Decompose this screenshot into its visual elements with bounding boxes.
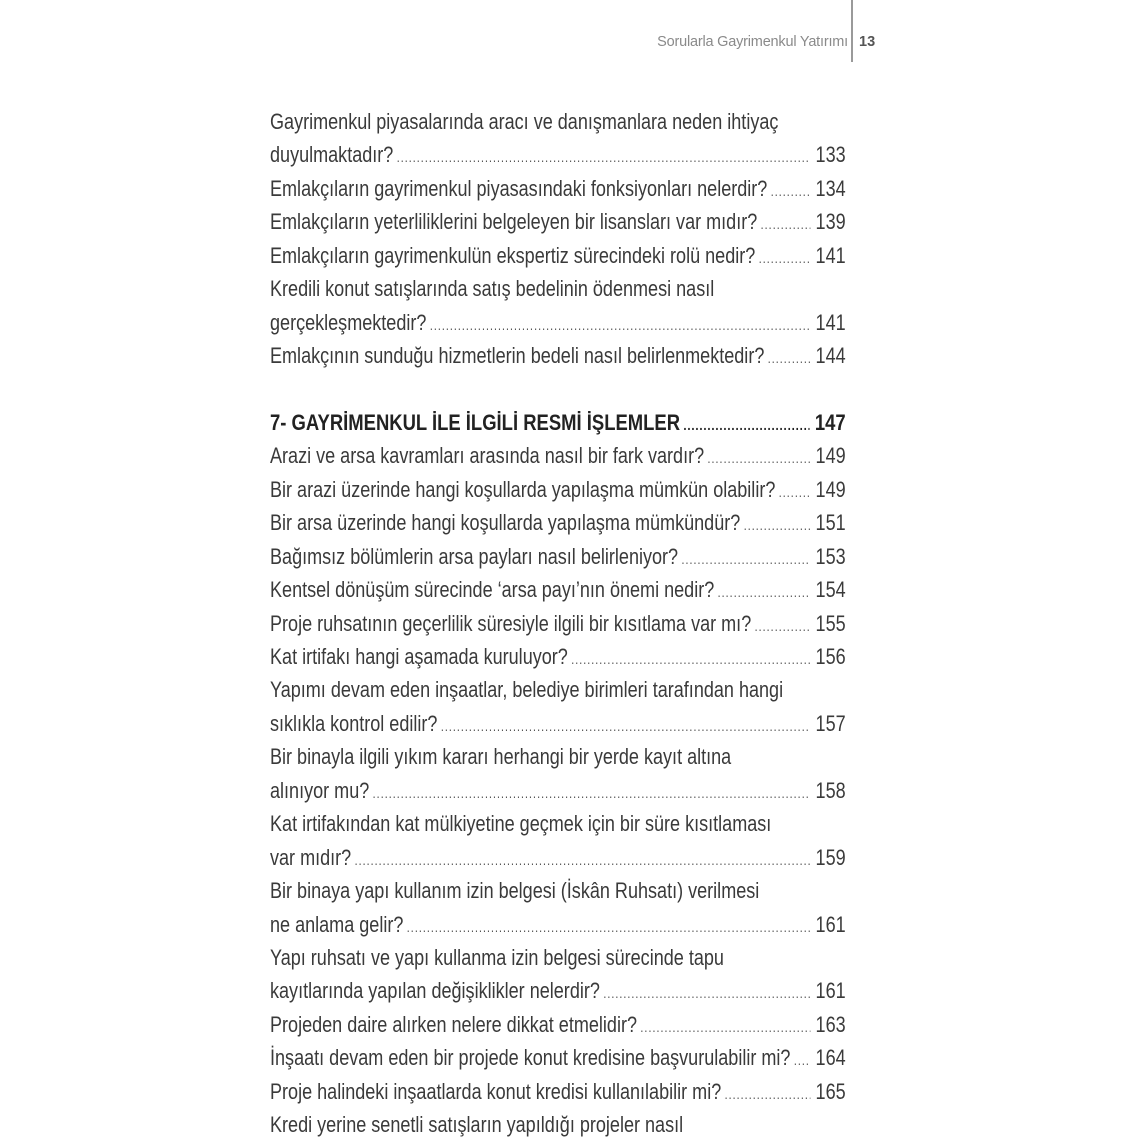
toc-entry-text: Bir binayla ilgili yıkım kararı herhangi bir yerde kayıt altına bbox=[270, 744, 732, 770]
toc-page-number: 149 bbox=[815, 443, 846, 469]
toc-entry-text: Kentsel dönüşüm sürecinde ‘arsa payı’nın önemi nedir? bbox=[270, 577, 715, 603]
toc-entry bbox=[270, 1108, 846, 1141]
toc-page-number: 144 bbox=[815, 343, 846, 369]
toc-page-number: 163 bbox=[815, 1011, 846, 1037]
toc-line bbox=[270, 105, 846, 138]
toc-page-number: 134 bbox=[815, 175, 846, 201]
toc-line bbox=[270, 272, 846, 305]
toc-entry bbox=[270, 540, 846, 573]
running-header-title: Sorularla Gayrimenkul Yatırımı bbox=[657, 34, 848, 50]
toc-entry-text: Bir binaya yapı kullanım izin belgesi (İskân Ruhsatı) verilmesi bbox=[270, 878, 760, 904]
toc-line bbox=[270, 439, 846, 472]
dot-leader bbox=[794, 1044, 811, 1077]
toc-entry-text: Bir arsa üzerinde hangi koşullarda yapılaşma mümkündür? bbox=[270, 510, 741, 536]
toc-entry-text: Bağımsız bölümlerin arsa payları nasıl belirleniyor? bbox=[270, 543, 679, 569]
toc-entry-text: Emlakçıların gayrimenkul piyasasındaki fonksiyonları nelerdir? bbox=[270, 175, 768, 201]
chapter-page-number: 147 bbox=[814, 409, 846, 435]
dot-leader bbox=[707, 442, 810, 475]
toc-page-number: 158 bbox=[815, 777, 846, 803]
toc-page-number: 157 bbox=[815, 710, 846, 736]
toc-entry bbox=[270, 172, 846, 205]
toc-page-number: 161 bbox=[815, 978, 846, 1004]
toc-list bbox=[270, 105, 846, 1142]
dot-leader bbox=[640, 1011, 810, 1044]
dot-leader bbox=[771, 175, 811, 208]
toc-page-number: 141 bbox=[815, 242, 846, 268]
toc-entry-text: Proje ruhsatının geçerlilik süresiyle ilgili bir kısıtlama var mı? bbox=[270, 610, 752, 636]
toc-entry-text: Emlakçının sunduğu hizmetlerin bedeli nasıl belirlenmektedir? bbox=[270, 343, 765, 369]
toc-entry bbox=[270, 205, 846, 238]
dot-leader bbox=[759, 242, 811, 275]
toc-entry bbox=[270, 473, 846, 506]
toc-line bbox=[270, 707, 846, 740]
toc-entry bbox=[270, 239, 846, 272]
toc-entry-text: duyulmaktadır? bbox=[270, 142, 394, 168]
toc-line bbox=[270, 874, 846, 907]
toc-entry-text: sıklıkla kontrol edilir? bbox=[270, 710, 438, 736]
toc-page-number: 133 bbox=[815, 142, 846, 168]
toc-line bbox=[270, 540, 846, 573]
toc-line bbox=[270, 640, 846, 673]
toc-line bbox=[270, 1108, 846, 1141]
toc-entry-text: Proje halindeki inşaatlarda konut kredisi kullanılabilir mi? bbox=[270, 1078, 722, 1104]
toc-entry bbox=[270, 1075, 846, 1108]
toc-line bbox=[270, 908, 846, 941]
toc-entry-text: Gayrimenkul piyasalarında aracı ve danışmanlara neden ihtiyaç bbox=[270, 109, 779, 134]
toc-line bbox=[270, 740, 846, 773]
toc-line bbox=[270, 1041, 846, 1074]
toc-entry bbox=[270, 607, 846, 640]
toc-entry bbox=[270, 573, 846, 606]
toc-entry-text: İnşaatı devam eden bir projede konut kredisine başvurulabilir mi? bbox=[270, 1045, 791, 1071]
toc-entry bbox=[270, 1041, 846, 1074]
toc-entry bbox=[270, 105, 846, 172]
toc-line bbox=[270, 807, 846, 840]
toc-entry bbox=[270, 740, 846, 807]
toc-line bbox=[270, 941, 846, 974]
toc-entry-text: Kredi yerine senetli satışların yapıldığı projeler nasıl bbox=[270, 1112, 684, 1138]
toc-line bbox=[270, 473, 846, 506]
toc-entry-text: Emlakçıların gayrimenkulün ekspertiz sürecindeki rolü nedir? bbox=[270, 242, 756, 268]
toc-line bbox=[270, 1008, 846, 1041]
toc-entry bbox=[270, 272, 846, 339]
toc-page-number: 159 bbox=[815, 844, 846, 870]
dot-leader bbox=[768, 342, 811, 375]
toc-entry bbox=[270, 339, 846, 372]
toc-entry-text: Bir arazi üzerinde hangi koşullarda yapılaşma mümkün olabilir? bbox=[270, 476, 776, 502]
toc-entry-text: Kat irtifakından kat mülkiyetine geçmek için bir süre kısıtlaması bbox=[270, 811, 772, 837]
dot-leader bbox=[681, 543, 810, 576]
dot-leader bbox=[407, 911, 811, 944]
toc-entry-text: Kredili konut satışlarında satış bedelinin ödenmesi nasıl bbox=[270, 276, 715, 302]
toc-page-number: 153 bbox=[815, 543, 846, 569]
table-of-contents bbox=[270, 105, 846, 1142]
toc-page-number: 141 bbox=[815, 309, 846, 335]
toc-entry bbox=[270, 506, 846, 539]
toc-entry bbox=[270, 807, 846, 874]
toc-page-number: 151 bbox=[815, 510, 846, 536]
dot-leader bbox=[779, 476, 811, 509]
dot-leader bbox=[755, 610, 811, 643]
toc-line bbox=[270, 974, 846, 1007]
toc-line bbox=[270, 607, 846, 640]
toc-line bbox=[270, 673, 846, 706]
dot-leader bbox=[441, 710, 811, 743]
toc-entry bbox=[270, 640, 846, 673]
dot-leader bbox=[683, 409, 810, 442]
dot-leader bbox=[761, 208, 811, 241]
toc-entry-text: kayıtlarında yapılan değişiklikler nelerdir? bbox=[270, 978, 600, 1004]
running-header bbox=[0, 0, 1140, 70]
toc-page-number: 149 bbox=[815, 476, 846, 502]
toc-entry-text: Arazi ve arsa kavramları arasında nasıl bir fark vardır? bbox=[270, 443, 705, 469]
toc-line bbox=[270, 774, 846, 807]
toc-page-number: 155 bbox=[815, 610, 846, 636]
toc-page-number: 154 bbox=[815, 577, 846, 603]
toc-page-number: 165 bbox=[815, 1078, 846, 1104]
toc-entry-text: var mıdır? bbox=[270, 844, 352, 870]
toc-line bbox=[270, 339, 846, 372]
toc-entry bbox=[270, 673, 846, 740]
toc-line bbox=[270, 306, 846, 339]
dot-leader bbox=[373, 777, 811, 810]
toc-page-number: 156 bbox=[815, 644, 846, 669]
dot-leader bbox=[354, 844, 810, 877]
toc-line bbox=[270, 1075, 846, 1108]
header-divider bbox=[851, 0, 853, 62]
toc-entry-text: gerçekleşmektedir? bbox=[270, 309, 427, 335]
dot-leader bbox=[725, 1078, 811, 1111]
toc-entry-text: Yapımı devam eden inşaatlar, belediye birimleri tarafından hangi bbox=[270, 677, 784, 703]
chapter-heading bbox=[270, 406, 846, 439]
toc-entry-text: ne anlama gelir? bbox=[270, 911, 404, 937]
toc-line bbox=[270, 205, 846, 238]
toc-entry-text: Yapı ruhsatı ve yapı kullanma izin belgesi sürecinde tapu bbox=[270, 944, 724, 970]
toc-entry bbox=[270, 439, 846, 472]
page-number: 13 bbox=[859, 34, 876, 50]
toc-page-number: 139 bbox=[815, 209, 846, 235]
toc-entry bbox=[270, 874, 846, 941]
dot-leader bbox=[603, 977, 810, 1010]
toc-line bbox=[270, 172, 846, 205]
dot-leader bbox=[397, 141, 811, 174]
section-spacer bbox=[270, 373, 846, 406]
toc-page-number: 164 bbox=[815, 1045, 846, 1071]
dot-leader bbox=[718, 576, 811, 609]
toc-entry-text: Kat irtifakı hangi aşamada kuruluyor? bbox=[270, 644, 568, 669]
toc-entry-text: Emlakçıların yeterliliklerini belgeleyen bir lisansları var mıdır? bbox=[270, 209, 758, 235]
toc-entry bbox=[270, 1008, 846, 1041]
dot-leader bbox=[430, 309, 811, 342]
toc-line bbox=[270, 138, 846, 171]
toc-line bbox=[270, 573, 846, 606]
chapter-title: 7- GAYRİMENKUL İLE İLGİLİ RESMİ İŞLEMLER bbox=[270, 409, 681, 435]
toc-entry bbox=[270, 941, 846, 1008]
toc-line bbox=[270, 239, 846, 272]
dot-leader bbox=[571, 643, 811, 676]
toc-entry-text: alınıyor mu? bbox=[270, 777, 370, 803]
toc-line bbox=[270, 506, 846, 539]
toc-page-number: 161 bbox=[815, 911, 846, 937]
toc-line bbox=[270, 841, 846, 874]
dot-leader bbox=[744, 509, 811, 542]
toc-entry-text: Projeden daire alırken nelere dikkat etmelidir? bbox=[270, 1011, 638, 1037]
